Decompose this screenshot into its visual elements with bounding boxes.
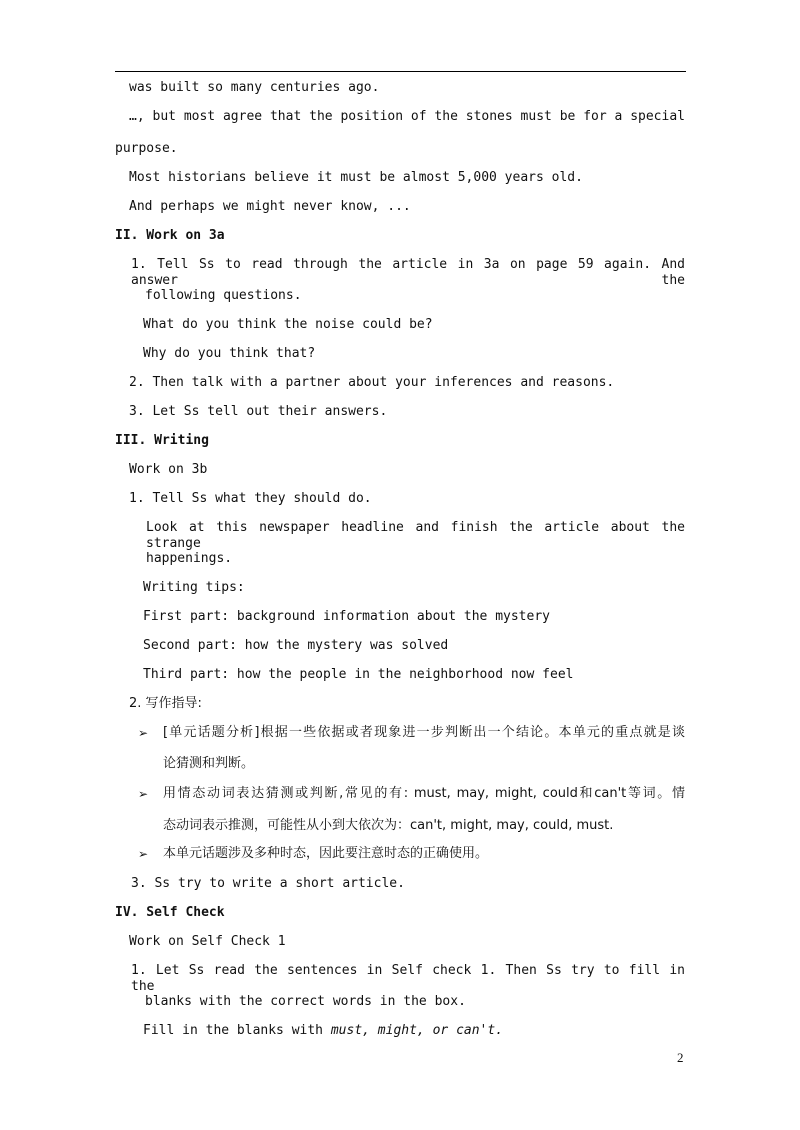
arrow-bullet-icon: ➢: [138, 787, 149, 801]
list-item: 1. Let Ss read the sentences in Self check 1. Then Ss try to fill in the: [131, 963, 685, 994]
list-item-continuation: blanks with the correct words in the box.: [145, 994, 466, 1009]
arrow-bullet-icon: ➢: [138, 847, 149, 861]
section-heading: IV. Self Check: [115, 905, 225, 920]
task-line: happenings.: [146, 551, 233, 566]
list-item: 1. Tell Ss to read through the article in 3a on page 59 again. And answer the: [131, 257, 685, 288]
list-item: 3. Let Ss tell out their answers.: [129, 404, 388, 419]
text-line: …, but most agree that the position of the stones must be for a special: [129, 109, 685, 124]
tip-line: First part: background information about the mystery: [143, 609, 550, 624]
fill-instruction: [143, 1023, 503, 1039]
list-item: 1. Tell Ss what they should do.: [129, 491, 372, 506]
bullet-line: [单元话题分析]根据一些依据或者现象进一步判断出一个结论。本单元的重点就是谈: [163, 725, 685, 740]
fill-words: must, might, or can't.: [330, 1023, 504, 1038]
list-item-continuation: following questions.: [145, 288, 302, 303]
arrow-bullet-icon: ➢: [138, 726, 149, 740]
list-item: 2. 写作指导:: [129, 696, 202, 711]
bullet-line: 用情态动词表达猜测或判断,常见的有: must, may, might, could和can't等词。情: [163, 786, 685, 801]
question-line: What do you think the noise could be?: [143, 317, 433, 332]
tips-label: Writing tips:: [143, 580, 245, 595]
bullet-line-continuation: 态动词表示推测，可能性从小到大依次为：can't, might, may, could, must.: [163, 818, 614, 833]
subheading: Work on 3b: [129, 462, 208, 477]
section-heading: III. Writing: [115, 433, 209, 448]
tip-line: Second part: how the mystery was solved: [143, 638, 449, 653]
page-number: 2: [677, 1050, 684, 1065]
header-rule: [115, 71, 686, 72]
tip-line: Third part: how the people in the neighborhood now feel: [143, 667, 574, 682]
text-line: Most historians believe it must be almost 5,000 years old.: [129, 170, 583, 185]
bullet-line-continuation: 论猜测和判断。: [163, 756, 255, 771]
text-line: And perhaps we might never know, ...: [129, 199, 411, 214]
fill-prefix: Fill in the blanks with: [143, 1023, 331, 1038]
question-line: Why do you think that?: [143, 346, 316, 361]
list-item: 2. Then talk with a partner about your inferences and reasons.: [129, 375, 615, 390]
list-item: 3. Ss try to write a short article.: [131, 876, 405, 891]
text-line: purpose.: [115, 141, 178, 156]
bullet-line: 本单元话题涉及多种时态，因此要注意时态的正确使用。: [163, 846, 489, 861]
text-line: was built so many centuries ago.: [129, 80, 380, 95]
section-heading: II. Work on 3a: [115, 228, 225, 243]
task-line: Look at this newspaper headline and finish the article about the strange: [146, 520, 685, 551]
subheading: Work on Self Check 1: [129, 934, 286, 949]
